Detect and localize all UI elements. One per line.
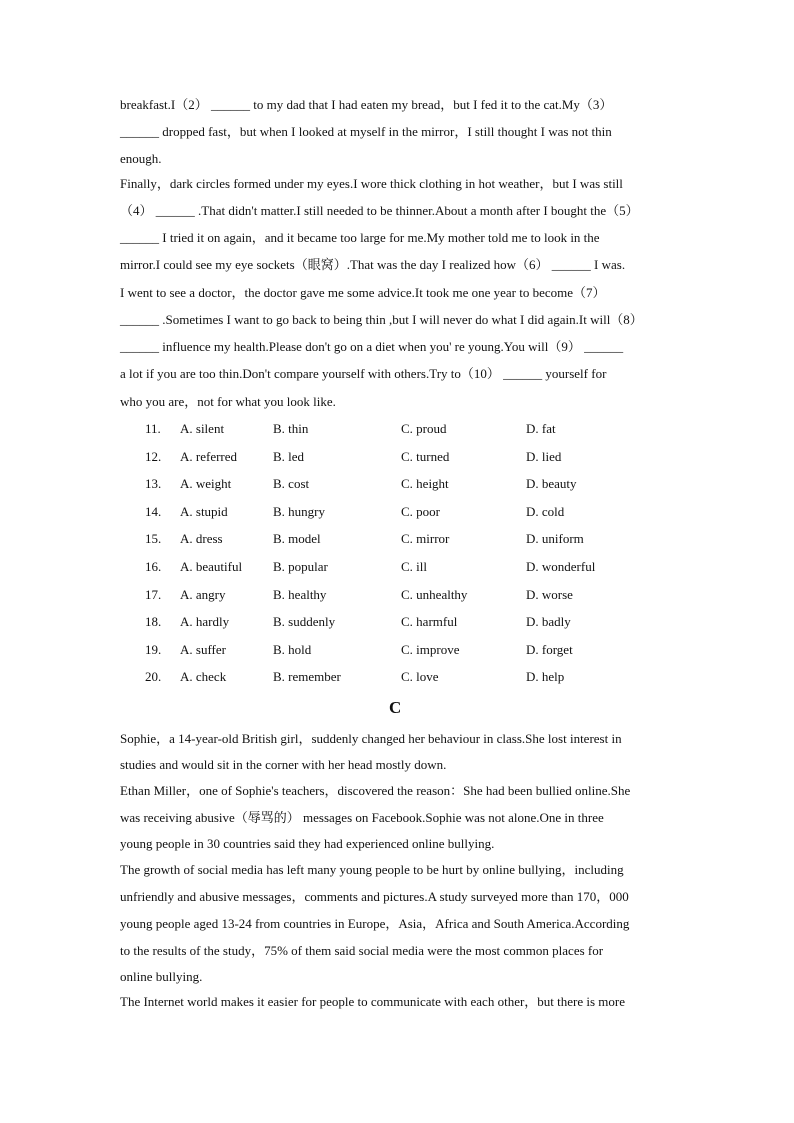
option-d: D. uniform: [526, 531, 584, 546]
passage-b-line: （4） ______ .That didn't matter.I still needed to be thinner.About a month after I bought the（5）: [120, 203, 639, 218]
option-c: C. mirror: [401, 531, 450, 546]
option-d: D. forget: [526, 642, 573, 657]
passage-b-line: enough.: [120, 151, 162, 166]
passage-c-line: studies and would sit in the corner with her head mostly down.: [120, 757, 447, 772]
passage-c-line: online bullying.: [120, 969, 203, 984]
option-b: B. remember: [273, 669, 341, 684]
option-d: D. wonderful: [526, 559, 596, 574]
option-c: C. poor: [401, 504, 440, 519]
passage-c-line: young people aged 13-24 from countries in Europe，Asia，Africa and South America.According: [120, 916, 630, 931]
option-d: D. cold: [526, 504, 565, 519]
passage-c-line: Sophie，a 14-year-old British girl，suddenly changed her behaviour in class.She lost interest in: [120, 731, 622, 746]
passage-c-line: was receiving abusive（辱骂的） messages on Facebook.Sophie was not alone.One in three: [120, 810, 604, 825]
option-c: C. improve: [401, 642, 460, 657]
option-b: B. thin: [273, 421, 309, 436]
section-title: C: [389, 698, 402, 717]
option-d: D. lied: [526, 449, 562, 464]
option-d: D. badly: [526, 614, 571, 629]
passage-b-line: a lot if you are too thin.Don't compare yourself with others.Try to（10） ______ yourself for: [120, 366, 607, 381]
question-number: 16.: [145, 559, 162, 574]
option-b: B. model: [273, 531, 321, 546]
option-a: A. weight: [180, 476, 232, 491]
option-d: D. beauty: [526, 476, 577, 491]
question-number: 18.: [145, 614, 162, 629]
option-b: B. suddenly: [273, 614, 336, 629]
passage-b-line: who you are，not for what you look like.: [120, 394, 336, 409]
question-number: 20.: [145, 669, 162, 684]
option-c: C. harmful: [401, 614, 458, 629]
option-a: A. check: [180, 669, 227, 684]
passage-c-line: young people in 30 countries said they had experienced online bullying.: [120, 836, 495, 851]
option-c: C. unhealthy: [401, 587, 468, 602]
option-c: C. ill: [401, 559, 428, 574]
passage-b-line: ______ dropped fast，but when I looked at myself in the mirror，I still thought I was not thin: [120, 124, 612, 139]
option-a: A. referred: [180, 449, 238, 464]
option-a: A. silent: [180, 421, 225, 436]
option-b: B. led: [273, 449, 305, 464]
option-c: C. proud: [401, 421, 447, 436]
question-number: 13.: [145, 476, 162, 491]
passage-b-line: Finally，dark circles formed under my eyes.I wore thick clothing in hot weather，but I was still: [120, 176, 623, 191]
passage-b-line: ______ I tried it on again，and it became too large for me.My mother told me to look in the: [120, 230, 600, 245]
option-c: C. love: [401, 669, 439, 684]
option-d: D. worse: [526, 587, 573, 602]
question-number: 15.: [145, 531, 162, 546]
question-number: 14.: [145, 504, 162, 519]
option-a: A. stupid: [180, 504, 228, 519]
passage-b-line: ______ influence my health.Please don't go on a diet when you' re young.You will（9） ______: [120, 339, 624, 354]
option-c: C. turned: [401, 449, 450, 464]
passage-c-line: unfriendly and abusive messages，comments and pictures.A study surveyed more than 170，000: [120, 889, 629, 904]
passage-c-line: to the results of the study，75% of them said social media were the most common places for: [120, 943, 604, 958]
option-b: B. popular: [273, 559, 328, 574]
option-a: A. suffer: [180, 642, 226, 657]
question-number: 11.: [145, 421, 161, 436]
option-b: B. cost: [273, 476, 310, 491]
option-b: B. healthy: [273, 587, 327, 602]
passage-b-line: ______ .Sometimes I want to go back to being thin ,but I will never do what I did again.It will（8）: [120, 312, 643, 327]
option-d: D. fat: [526, 421, 556, 436]
passage-c-line: Ethan Miller，one of Sophie's teachers，discovered the reason：She had been bullied online.She: [120, 783, 631, 798]
option-c: C. height: [401, 476, 449, 491]
passage-b-line: breakfast.I（2） ______ to my dad that I had eaten my bread，but I fed it to the cat.My（3）: [120, 97, 613, 112]
option-a: A. dress: [180, 531, 223, 546]
passage-c-line: The Internet world makes it easier for people to communicate with each other，but there is more: [120, 994, 626, 1009]
passage-b-line: mirror.I could see my eye sockets（眼窝）.That was the day I realized how（6） ______ I was.: [120, 257, 626, 272]
question-number: 17.: [145, 587, 162, 602]
passage-c-line: The growth of social media has left many young people to be hurt by online bullying，including: [120, 862, 624, 877]
passage-b-line: I went to see a doctor，the doctor gave me some advice.It took me one year to become（7）: [120, 285, 606, 300]
option-b: B. hungry: [273, 504, 325, 519]
option-a: A. angry: [180, 587, 226, 602]
option-a: A. beautiful: [180, 559, 243, 574]
question-number: 19.: [145, 642, 162, 657]
option-d: D. help: [526, 669, 565, 684]
option-b: B. hold: [273, 642, 312, 657]
option-a: A. hardly: [180, 614, 230, 629]
question-number: 12.: [145, 449, 162, 464]
